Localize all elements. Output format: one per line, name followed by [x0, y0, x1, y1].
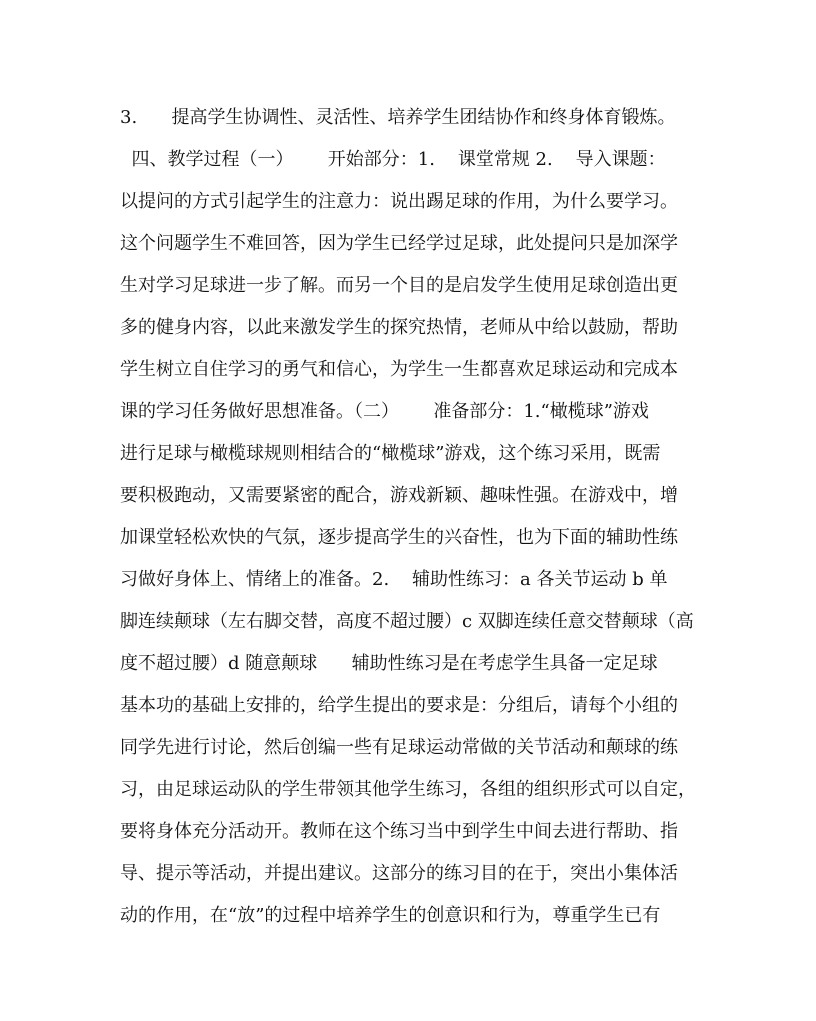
- text-line: 度不超过腰）d 随意颠球 辅助性练习是在考虑学生具备一定足球: [120, 653, 658, 674]
- text-line: 习做好身体上、情绪上的准备。2. 辅助性练习：a 各关节运动 b 单: [120, 569, 668, 590]
- text-line: 以提问的方式引起学生的注意力：说出踢足球的作用，为什么要学习。: [120, 191, 678, 212]
- text-line: 同学先进行讨论，然后创编一些有足球运动常做的关节活动和颠球的练: [120, 737, 678, 758]
- text-line: 多的健身内容，以此来激发学生的探究热情，老师从中给以鼓励，帮助: [120, 317, 678, 338]
- text-line: 导、提示等活动，并提出建议。这部分的练习目的在于，突出小集体活: [120, 863, 678, 884]
- text-line: 习，由足球运动队的学生带领其他学生练习，各组的组织形式可以自定，: [120, 779, 696, 800]
- text-line: 加课堂轻松欢快的气氛，逐步提高学生的兴奋性，也为下面的辅助性练: [120, 527, 678, 548]
- text-line: 脚连续颠球（左右脚交替，高度不超过腰）c 双脚连续任意交替颠球（高: [120, 611, 694, 632]
- text-line: 进行足球与橄榄球规则相结合的“橄榄球”游戏，这个练习采用，既需: [120, 443, 661, 464]
- text-line: 要将身体充分活动开。教师在这个练习当中到学生中间去进行帮助、指: [120, 821, 678, 842]
- text-line: 课的学习任务做好思想准备。（二） 准备部分：1.“橄榄球”游戏: [120, 401, 649, 422]
- text-line: 学生树立自住学习的勇气和信心，为学生一生都喜欢足球运动和完成本: [120, 359, 678, 380]
- text-line: 四、教学过程（一） 开始部分：1. 课堂常规 2. 导入课题：: [120, 149, 666, 170]
- text-line: 要积极跑动，又需要紧密的配合，游戏新颖、趣味性强。在游戏中，增: [120, 485, 678, 506]
- text-line: 基本功的基础上安排的，给学生提出的要求是：分组后，请每个小组的: [120, 695, 678, 716]
- text-line: 3. 提高学生协调性、灵活性、培养学生团结协作和终身体育锻炼。: [120, 107, 676, 128]
- text-line: 这个问题学生不难回答，因为学生已经学过足球，此处提问只是加深学: [120, 233, 678, 254]
- text-line: 动的作用，在“放”的过程中培养学生的创意识和行为，尊重学生已有: [120, 905, 661, 926]
- text-line: 生对学习足球进一步了解。而另一个目的是启发学生使用足球创造出更: [120, 275, 678, 296]
